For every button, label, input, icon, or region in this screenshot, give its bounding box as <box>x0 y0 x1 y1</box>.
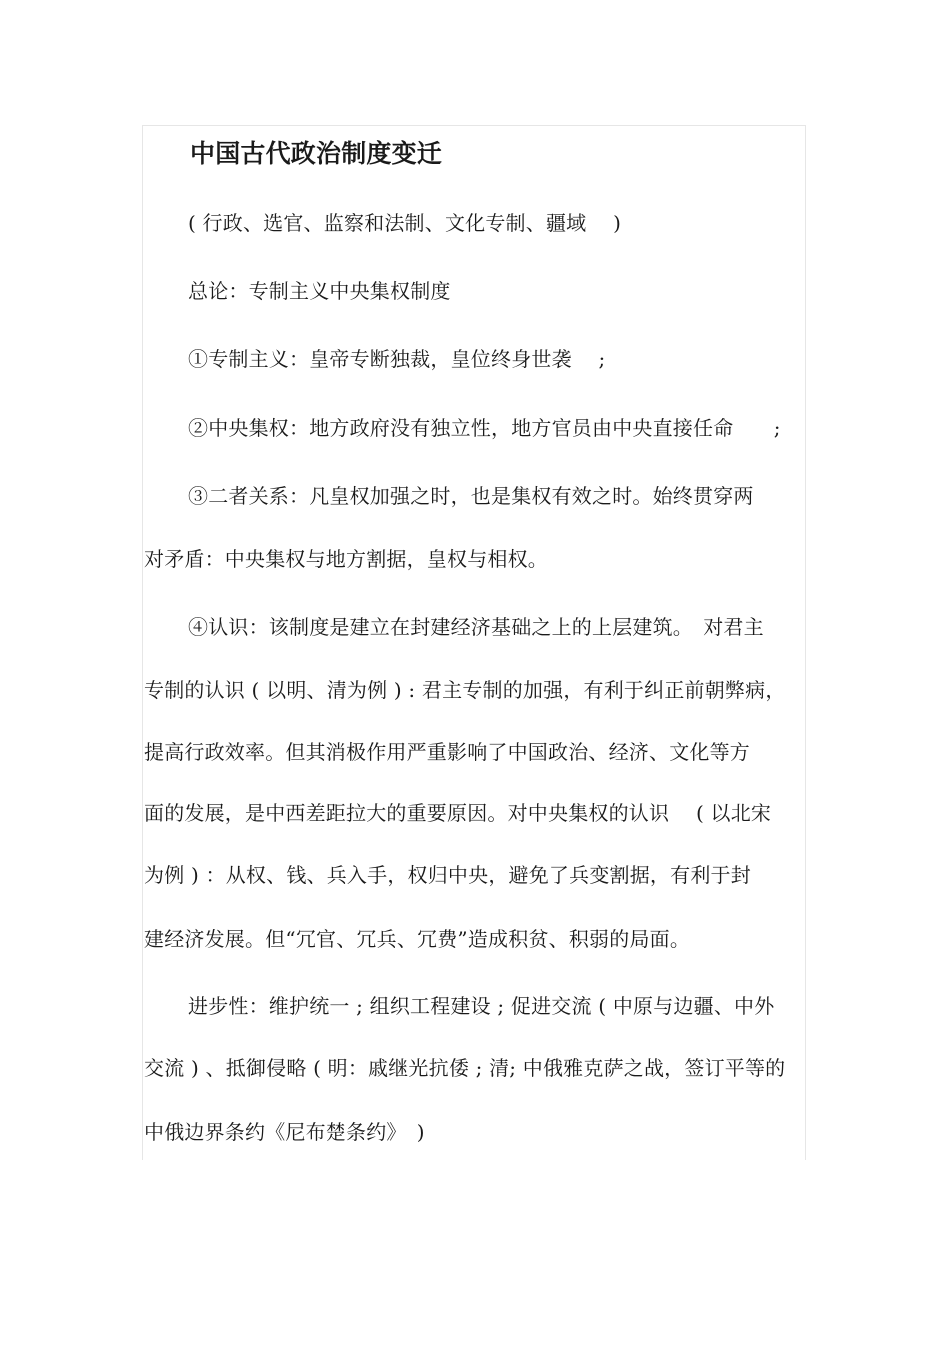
text-line-1: ( 行政、选官、监察和法制、文化专制、疆域 ) <box>188 211 622 235</box>
text-line-3: ①专制主义：皇帝专断独裁，皇位终身世袭 ; <box>188 347 606 371</box>
text-line-13: 进步性：维护统一 ; 组织工程建设 ; 促进交流 ( 中原与边疆、中外 <box>188 994 775 1018</box>
text-line-2: 总论：专制主义中央集权制度 <box>188 279 451 303</box>
text-line-15: 中俄边界条约《尼布楚条约》 ) <box>144 1120 425 1144</box>
text-line-11: 为例 ) ：从权、钱、兵入手，权归中央，避免了兵变割据，有利于封 <box>144 863 751 887</box>
text-line-5: ③二者关系：凡皇权加强之时，也是集权有效之时。始终贯穿两 <box>188 484 754 508</box>
text-line-12: 建经济发展。但“冗官、冗兵、冗费”造成积贫、积弱的局面。 <box>144 927 691 951</box>
text-line-7: ④认识：该制度是建立在封建经济基础之上的上层建筑。 对君主 <box>188 615 764 639</box>
text-line-14: 交流 ) 、抵御侵略 ( 明：戚继光抗倭 ; 清; 中俄雅克萨之战，签订平等的 <box>144 1056 786 1080</box>
document-title: 中国古代政治制度变迁 <box>190 139 443 168</box>
text-line-9: 提高行政效率。但其消极作用严重影响了中国政治、经济、文化等方 <box>144 740 750 764</box>
text-line-4: ②中央集权：地方政府没有独立性，地方官员由中央直接任命 ; <box>188 416 781 440</box>
text-line-8: 专制的认识 ( 以明、清为例 ) : 君主专制的加强，有利于纠正前朝弊病， <box>144 678 786 702</box>
text-line-6: 对矛盾：中央集权与地方割据，皇权与相权。 <box>144 547 548 571</box>
text-line-10: 面的发展，是中西差距拉大的重要原因。对中央集权的认识 ( 以北宋 <box>144 801 772 825</box>
